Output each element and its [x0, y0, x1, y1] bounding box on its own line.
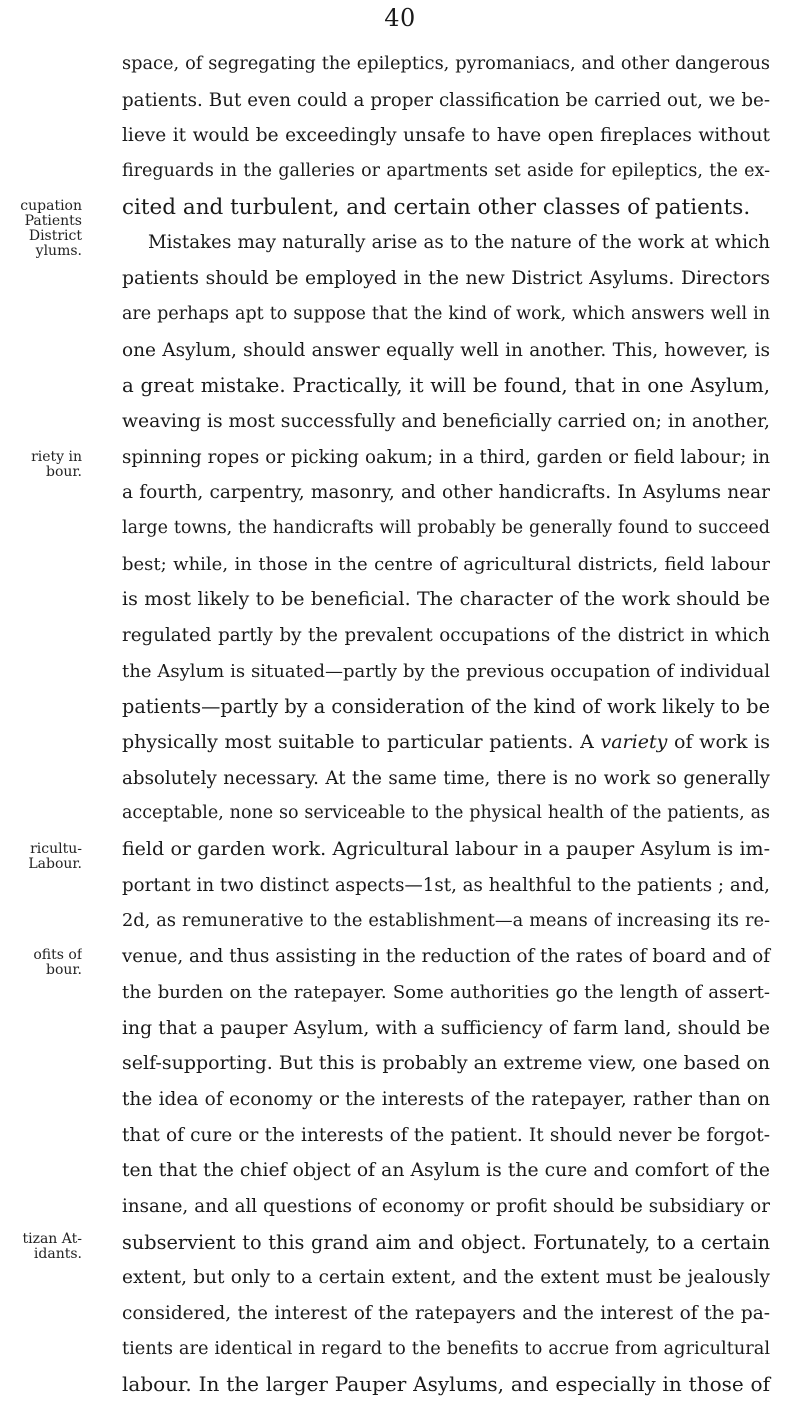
- text-line: ten that the chief object of an Asylum is the cure and comfort of the: [122, 1160, 770, 1182]
- page-number: 40: [384, 4, 416, 32]
- side-note-variety-labour: [0, 450, 82, 480]
- text-line: patients—partly by a consideration of the kind of work likely to be: [122, 695, 770, 719]
- text-line: Mistakes may naturally arise as to the nature of the work at which: [148, 232, 770, 254]
- text-line: regulated partly by the prevalent occupations of the district in which: [122, 625, 770, 646]
- text-line: a great mistake. Practically, it will be found, that in one Asylum,: [122, 374, 770, 398]
- text-line: the idea of economy or the interests of the ratepayer, rather than on: [122, 1088, 770, 1110]
- text-line: considered, the interest of the ratepayers and the interest of the pa-: [122, 1303, 770, 1325]
- text-line: subservient to this grand aim and object. Fortunately, to a certain: [122, 1230, 770, 1254]
- text-segment: of work is: [674, 731, 770, 754]
- text-line: insane, and all questions of economy or profit should be subsidiary or: [122, 1196, 770, 1217]
- text-line: spinning ropes or picking oakum; in a third, garden or field labour; in: [122, 446, 770, 468]
- side-note-line: tizan At-: [22, 1232, 82, 1247]
- side-note-line: idants.: [33, 1246, 82, 1262]
- text-line: venue, and thus assisting in the reduction of the rates of board and of: [122, 946, 770, 968]
- text-line: large towns, the handicrafts will probably be generally found to succeed: [122, 517, 770, 538]
- side-note-artizan-attendants: [0, 1232, 82, 1262]
- text-line: the burden on the ratepayer. Some authorities go the length of assert-: [122, 981, 770, 1003]
- text-line: the Asylum is situated—partly by the previous occupation of individual: [122, 660, 770, 682]
- text-line: self-supporting. But this is probably an extreme view, one based on: [122, 1052, 770, 1075]
- text-line: lieve it would be exceedingly unsafe to have open fireplaces without: [122, 125, 770, 147]
- text-segment: physically most suitable to particular patients. A: [122, 731, 594, 754]
- body-text: [122, 47, 770, 1403]
- text-line: are perhaps apt to suppose that the kind of work, which answers well in: [122, 303, 770, 324]
- side-note-line: ofits of: [33, 948, 82, 963]
- text-line: that of cure or the interests of the patient. It should never be forgot-: [122, 1124, 770, 1146]
- side-note-line: ylums.: [35, 243, 82, 259]
- text-line-variety: [122, 725, 770, 761]
- text-line: field or garden work. Agricultural labour in a pauper Asylum is im-: [122, 838, 770, 861]
- text-line: cited and turbulent, and certain other classes of patients.: [122, 194, 751, 220]
- side-note-occupation-patients: [0, 199, 82, 259]
- side-note-line: Patients: [24, 213, 82, 229]
- text-line: absolutely necessary. At the same time, there is no work so generally: [122, 767, 770, 789]
- side-note-line: District: [28, 228, 82, 244]
- text-line: ing that a pauper Asylum, with a sufficiency of farm land, should be: [122, 1017, 770, 1039]
- side-note-line: Labour.: [28, 856, 82, 872]
- side-note-profits-labour: [0, 948, 82, 978]
- italic-word: variety: [600, 731, 668, 754]
- text-line: portant in two distinct aspects—1st, as healthful to the patients ; and,: [122, 874, 770, 896]
- text-line: labour. In the larger Pauper Asylums, and especially in those of: [122, 1372, 770, 1397]
- text-line: a fourth, carpentry, masonry, and other handicrafts. In Asylums near: [122, 482, 770, 504]
- side-note-line: bour.: [45, 464, 82, 480]
- text-line: space, of segregating the epileptics, pyromaniacs, and other dangerous: [122, 54, 770, 74]
- side-note-agricultural-labour: [0, 842, 82, 872]
- side-note-line: ricultu-: [30, 842, 82, 857]
- text-line: weaving is most successfully and beneficially carried on; in another,: [122, 410, 770, 432]
- text-line: patients should be employed in the new District Asylums. Directors: [122, 268, 770, 290]
- text-line: fireguards in the galleries or apartments set aside for epileptics, the ex-: [122, 161, 770, 182]
- text-line: tients are identical in regard to the benefits to accrue from agricultural: [122, 1338, 770, 1359]
- side-note-line: riety in: [31, 450, 82, 465]
- text-line: patients. But even could a proper classification be carried out, we be-: [122, 89, 770, 111]
- side-note-line: cupation: [20, 199, 82, 214]
- text-line: is most likely to be beneficial. The character of the work should be: [122, 588, 770, 611]
- text-line: extent, but only to a certain extent, and the extent must be jealously: [122, 1267, 770, 1289]
- text-line: one Asylum, should answer equally well in another. This, however, is: [122, 339, 770, 361]
- text-line: best; while, in those in the centre of agricultural districts, field labour: [122, 553, 770, 575]
- text-line: 2d, as remunerative to the establishment—a means of increasing its re-: [122, 910, 770, 931]
- text-line: acceptable, none so serviceable to the physical health of the patients, as: [122, 803, 770, 824]
- side-note-line: bour.: [45, 962, 82, 978]
